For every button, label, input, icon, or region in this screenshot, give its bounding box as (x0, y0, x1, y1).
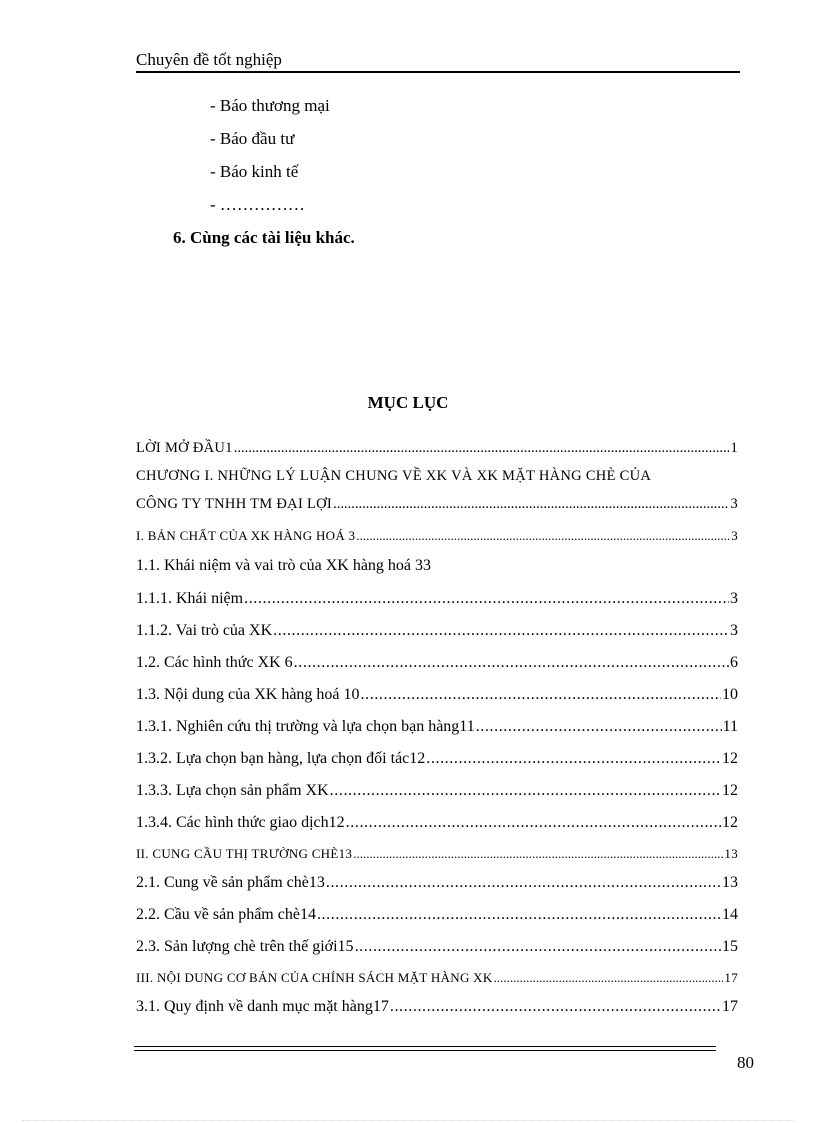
toc-leader (361, 686, 721, 704)
toc-entry-text: CÔNG TY TNHH TM ĐẠI LỢI (136, 496, 333, 512)
running-header: Chuyên đề tốt nghiệp (136, 50, 282, 69)
reference-item-4: - …………… (210, 195, 305, 214)
toc-entry-text: 3.1. Quy định về danh mục mặt hàng17 (136, 998, 389, 1015)
toc-entry-text: 1.3. Nội dung của XK hàng hoá 10 (136, 686, 360, 703)
toc-entry-page: 12 (722, 750, 738, 767)
toc-entry-text: 1.3.3. Lựa chọn sản phẩm XK (136, 782, 329, 799)
toc-entry (136, 750, 738, 768)
toc-leader (234, 440, 730, 457)
toc-entry (136, 622, 738, 640)
toc-leader (294, 654, 729, 672)
toc-entry-page: 13 (724, 846, 738, 861)
toc-entry (136, 496, 738, 513)
toc-entry (136, 782, 738, 800)
toc-leader (317, 906, 721, 924)
toc-entry-page: 3 (730, 622, 738, 639)
toc-entry-page: 12 (722, 814, 738, 831)
toc-entry-text: 1.3.4. Các hình thức giao dịch12 (136, 814, 345, 831)
reference-item-1: - Báo thương mại (210, 96, 330, 115)
toc-entry-text: 1.1.2. Vai trò của XK (136, 622, 273, 639)
toc-leader (353, 846, 723, 862)
toc-entry-page: 14 (722, 906, 738, 923)
toc-entry (136, 528, 738, 544)
toc-leader (333, 496, 729, 513)
toc-entry-page: 17 (724, 970, 738, 985)
toc-entry (136, 814, 738, 832)
reference-item-2: - Báo đầu tư (210, 129, 295, 148)
toc-entry (136, 846, 738, 862)
toc-leader (356, 528, 730, 544)
toc-entry-page: 3 (730, 496, 738, 512)
toc-entry-text: II. CUNG CẦU THỊ TRƯỜNG CHÈ13 (136, 846, 353, 861)
toc-leader (244, 590, 729, 608)
toc-entry-text: CHƯƠNG I. NHỮNG LÝ LUẬN CHUNG VỀ XK VÀ XK MẶT HÀNG CHÈ CỦA (136, 468, 652, 484)
toc-entry (136, 874, 738, 892)
toc-entry-text: 1.3.2. Lựa chọn bạn hàng, lựa chọn đối tác12 (136, 750, 426, 767)
toc-entry (136, 440, 738, 457)
toc-leader (273, 622, 729, 640)
toc-entry (136, 686, 738, 704)
toc-entry-text: LỜI MỞ ĐẦU1 (136, 440, 233, 456)
toc-entry (136, 718, 738, 736)
toc-entry-page: 13 (722, 874, 738, 891)
toc-entry (136, 654, 738, 672)
reference-item-final: 6. Cùng các tài liệu khác. (173, 228, 355, 247)
toc-entry-page: 10 (722, 686, 738, 703)
page-edge-dotted-border (22, 1120, 794, 1121)
toc-entry (136, 590, 738, 608)
header-rule (136, 71, 740, 73)
toc-entry (136, 906, 738, 924)
toc-entry-page: 3 (730, 590, 738, 607)
toc-entry-text: 2.2. Cầu về sản phẩm chè14 (136, 906, 316, 923)
toc-title: MỤC LỤC (367, 393, 449, 412)
toc-entry-page: 15 (722, 938, 738, 955)
toc-entry-text: I. BẢN CHẤT CỦA XK HÀNG HOÁ 3 (136, 528, 356, 543)
toc-entry-page: 11 (722, 718, 738, 735)
toc-entry-text: 2.1. Cung về sản phẩm chè13 (136, 874, 325, 891)
toc-entry (136, 998, 738, 1016)
toc-entry-page: 1 (730, 440, 738, 456)
toc-leader (494, 970, 724, 986)
page-number: 80 (737, 1053, 754, 1072)
footer-rule (134, 1050, 716, 1051)
toc-entry-text: 1.3.1. Nghiên cứu thị trường và lựa chọn bạn hàng11 (136, 718, 475, 735)
toc-entry-page: 3 (731, 528, 738, 543)
toc-entry-page: 12 (722, 782, 738, 799)
footer-rule (134, 1046, 716, 1047)
toc-entry-page: 17 (722, 998, 738, 1015)
toc-entry-text: 1.1.1. Khái niệm (136, 590, 244, 607)
toc-leader (426, 750, 721, 768)
toc-leader (355, 938, 721, 956)
toc-leader (346, 814, 721, 832)
toc-entry-text: 1.2. Các hình thức XK 6 (136, 654, 293, 671)
toc-entry-text: III. NỘI DUNG CƠ BẢN CỦA CHÍNH SÁCH MẶT HÀNG XK (136, 970, 493, 985)
reference-item-3: - Báo kinh tế (210, 162, 299, 181)
toc-entry-text: 2.3. Sản lượng chè trên thế giới15 (136, 938, 354, 955)
toc-leader (326, 874, 721, 892)
toc-entry (136, 970, 738, 986)
toc-leader (390, 998, 721, 1016)
toc-entry-text: 1.1. Khái niệm và vai trò của XK hàng hoá 33 (136, 557, 432, 574)
toc-leader (476, 718, 722, 736)
toc-entry (136, 938, 738, 956)
toc-entry-page: 6 (730, 654, 738, 671)
toc-leader (330, 782, 721, 800)
